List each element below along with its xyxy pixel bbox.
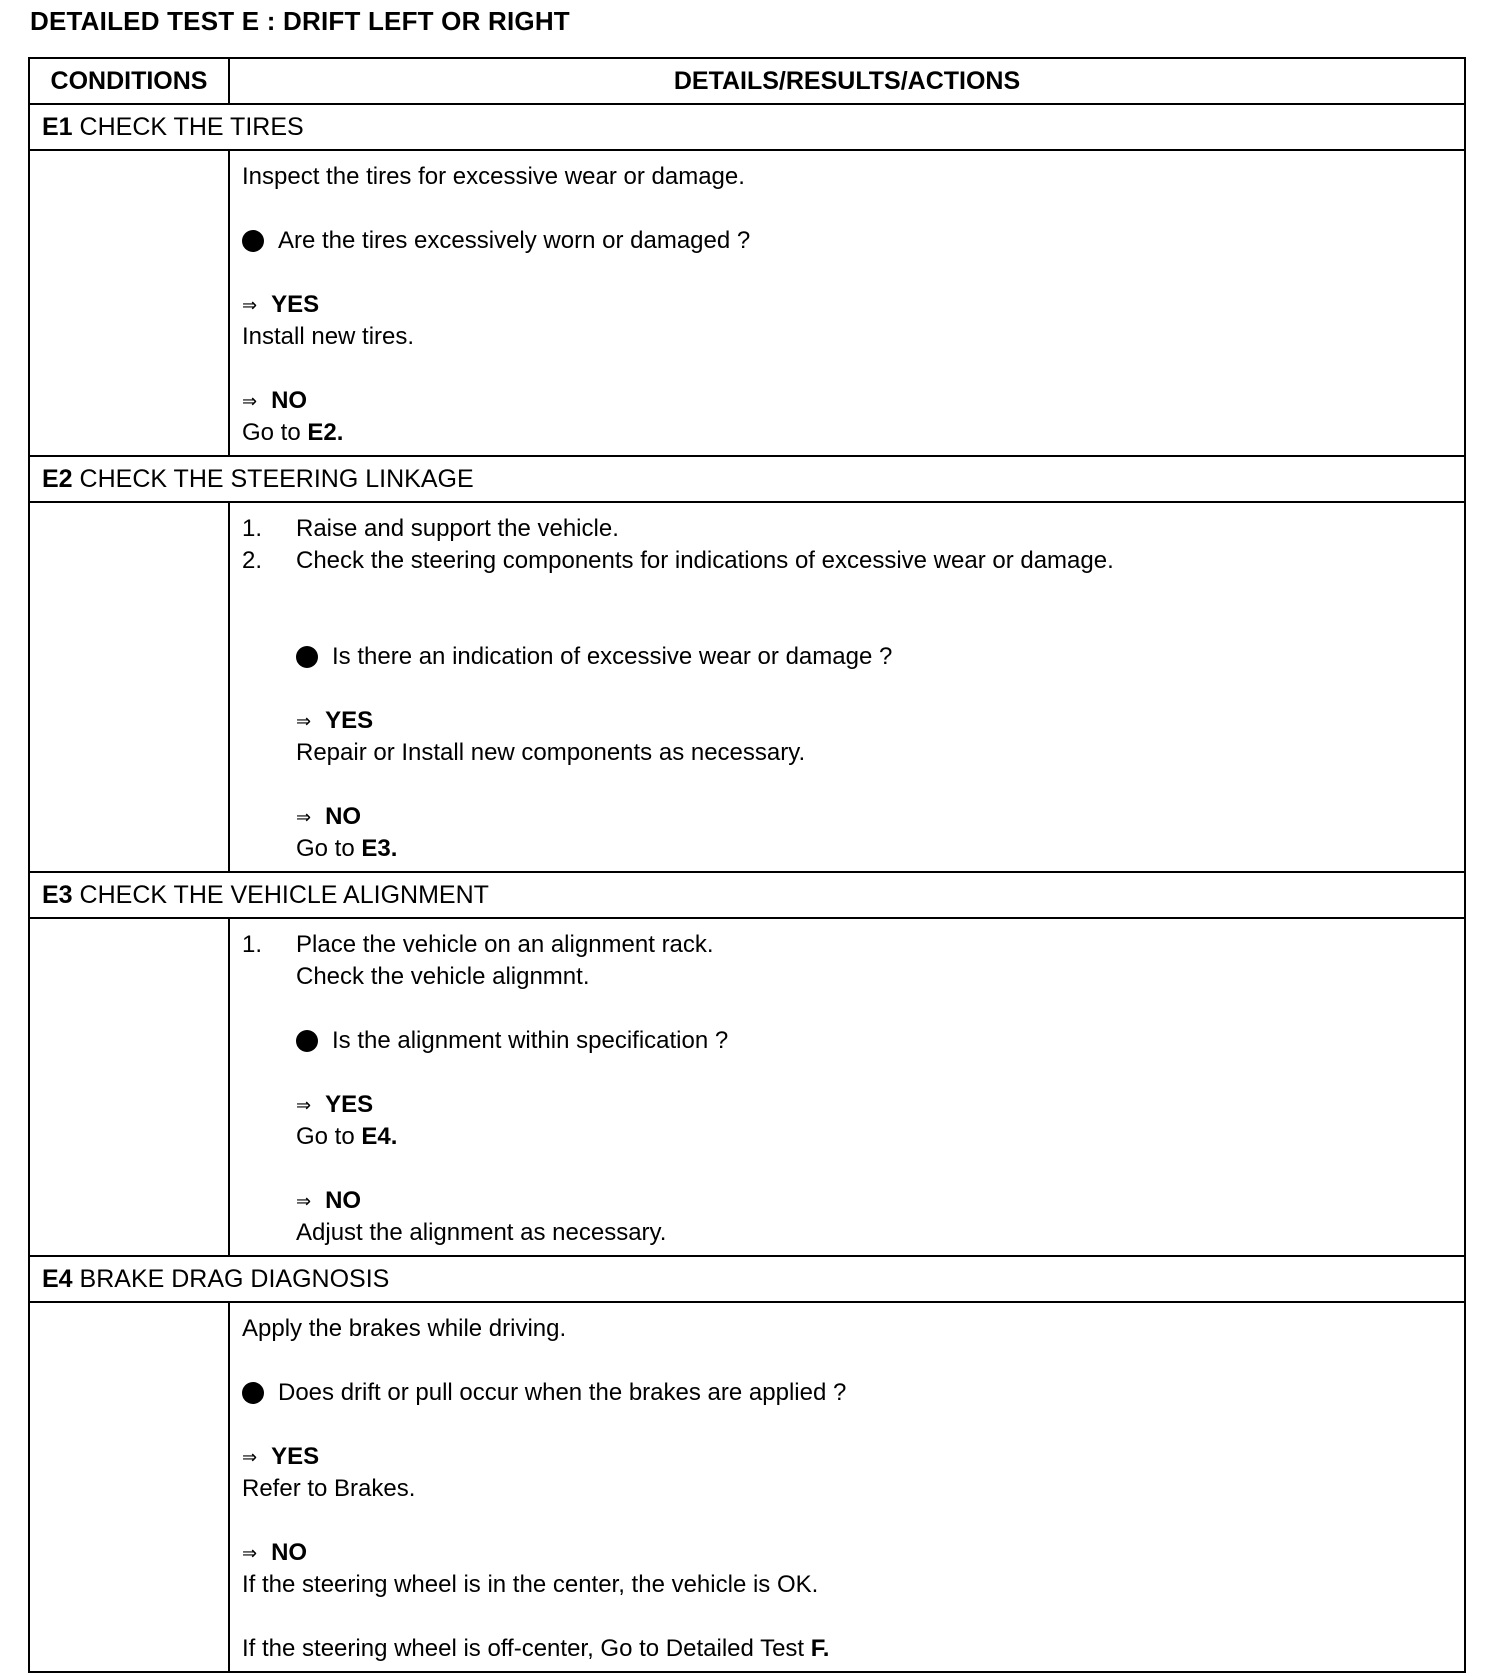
yes-action: Repair or Install new components as necessary. [296, 739, 806, 766]
yes-label: YES [271, 1443, 320, 1470]
no-action: If the steering wheel is in the center, the vehicle is OK. [242, 1571, 819, 1598]
no-label: NO [325, 803, 362, 830]
step-e3-title [29, 872, 1465, 918]
step-e2-header-row [29, 456, 1465, 502]
yes-label: YES [325, 1091, 374, 1118]
item-number: 2. [242, 547, 263, 574]
yes-label: YES [325, 707, 374, 734]
arrow-icon: ⇒ [296, 1191, 312, 1211]
step-name: CHECK THE VEHICLE ALIGNMENT [79, 880, 489, 909]
item-text-continued: Check the vehicle alignmnt. [296, 963, 590, 990]
numbered-item [242, 545, 1452, 577]
step-name: CHECK THE TIRES [79, 112, 304, 141]
no-answer [296, 1185, 1452, 1217]
no-label: NO [271, 1539, 308, 1566]
yes-label: YES [271, 291, 320, 318]
details-header: DETAILS/RESULTS/ACTIONS [229, 58, 1465, 104]
yes-action [296, 1121, 1452, 1153]
step-e4-title [29, 1256, 1465, 1302]
details-cell [229, 502, 1465, 872]
item-text: Check the steering components for indications of excessive wear or damage. [296, 547, 1114, 574]
arrow-icon: ⇒ [242, 391, 258, 411]
yes-answer [296, 1089, 1452, 1121]
step-e1-body-row [29, 150, 1465, 456]
arrow-icon: ⇒ [296, 711, 312, 731]
conditions-cell [29, 150, 229, 456]
step-e3-header-row [29, 872, 1465, 918]
diagnostic-table [28, 57, 1466, 1673]
step-id: E2 [42, 464, 73, 493]
arrow-icon: ⇒ [296, 807, 312, 827]
step-reference: E4. [361, 1123, 398, 1150]
conditions-header: CONDITIONS [29, 58, 229, 104]
details-cell [229, 1302, 1465, 1672]
no-answer [296, 801, 1452, 833]
arrow-icon: ⇒ [242, 295, 258, 315]
numbered-item [242, 929, 1452, 961]
yes-answer [296, 705, 1452, 737]
question-line [296, 641, 1452, 673]
arrow-icon: ⇒ [242, 1447, 258, 1467]
step-reference: E3. [361, 835, 398, 862]
step-reference: E2. [307, 419, 344, 446]
step-id: E3 [42, 880, 73, 909]
conditions-cell [29, 502, 229, 872]
question-text: Is the alignment within specification ? [332, 1027, 729, 1054]
page-title: DETAILED TEST E : DRIFT LEFT OR RIGHT [30, 6, 570, 36]
item-text: Place the vehicle on an alignment rack. [296, 931, 714, 958]
step-e4-header-row [29, 1256, 1465, 1302]
yes-answer [242, 1441, 1452, 1473]
question-text: Are the tires excessively worn or damaged ? [278, 227, 751, 254]
bullet-icon [296, 646, 318, 668]
step-id: E1 [42, 112, 73, 141]
question-line [242, 225, 1452, 257]
bullet-icon [242, 1382, 264, 1404]
item-number: 1. [242, 515, 263, 542]
item-text: Raise and support the vehicle. [296, 515, 619, 542]
yes-action: Install new tires. [242, 323, 415, 350]
bullet-icon [296, 1030, 318, 1052]
yes-action: Refer to Brakes. [242, 1475, 416, 1502]
no-action [296, 833, 1452, 865]
no-answer [242, 1537, 1452, 1569]
yes-action-text: Go to [296, 1123, 362, 1150]
no-action-text: Go to [242, 419, 308, 446]
question-line [296, 1025, 1452, 1057]
arrow-icon: ⇒ [296, 1095, 312, 1115]
bullet-icon [242, 230, 264, 252]
arrow-icon: ⇒ [242, 1543, 258, 1563]
item-number: 1. [242, 931, 263, 958]
no-action: Adjust the alignment as necessary. [296, 1219, 667, 1246]
step-e4-body-row [29, 1302, 1465, 1672]
step-e2-body-row [29, 502, 1465, 872]
no-action [242, 417, 1452, 449]
no-label: NO [325, 1187, 362, 1214]
table-header-row [29, 58, 1465, 104]
offcenter-text: If the steering wheel is off-center, Go to Detailed Test [242, 1635, 811, 1662]
details-cell [229, 918, 1465, 1256]
step-name: CHECK THE STEERING LINKAGE [79, 464, 474, 493]
no-label: NO [271, 387, 308, 414]
numbered-item [242, 513, 1452, 545]
question-line [242, 1377, 1452, 1409]
step-name: BRAKE DRAG DIAGNOSIS [79, 1264, 390, 1293]
instruction-text: Apply the brakes while driving. [242, 1315, 567, 1342]
step-e1-title [29, 104, 1465, 150]
offcenter-action [242, 1633, 1452, 1665]
details-cell [229, 150, 1465, 456]
step-e2-title [29, 456, 1465, 502]
yes-answer [242, 289, 1452, 321]
no-action-text: Go to [296, 835, 362, 862]
step-e3-body-row [29, 918, 1465, 1256]
question-text: Does drift or pull occur when the brakes are applied ? [278, 1379, 847, 1406]
instruction-text: Inspect the tires for excessive wear or damage. [242, 163, 745, 190]
test-reference: F. [810, 1635, 830, 1662]
conditions-cell [29, 918, 229, 1256]
step-e1-header-row [29, 104, 1465, 150]
step-id: E4 [42, 1264, 73, 1293]
conditions-cell [29, 1302, 229, 1672]
no-answer [242, 385, 1452, 417]
question-text: Is there an indication of excessive wear or damage ? [332, 643, 893, 670]
